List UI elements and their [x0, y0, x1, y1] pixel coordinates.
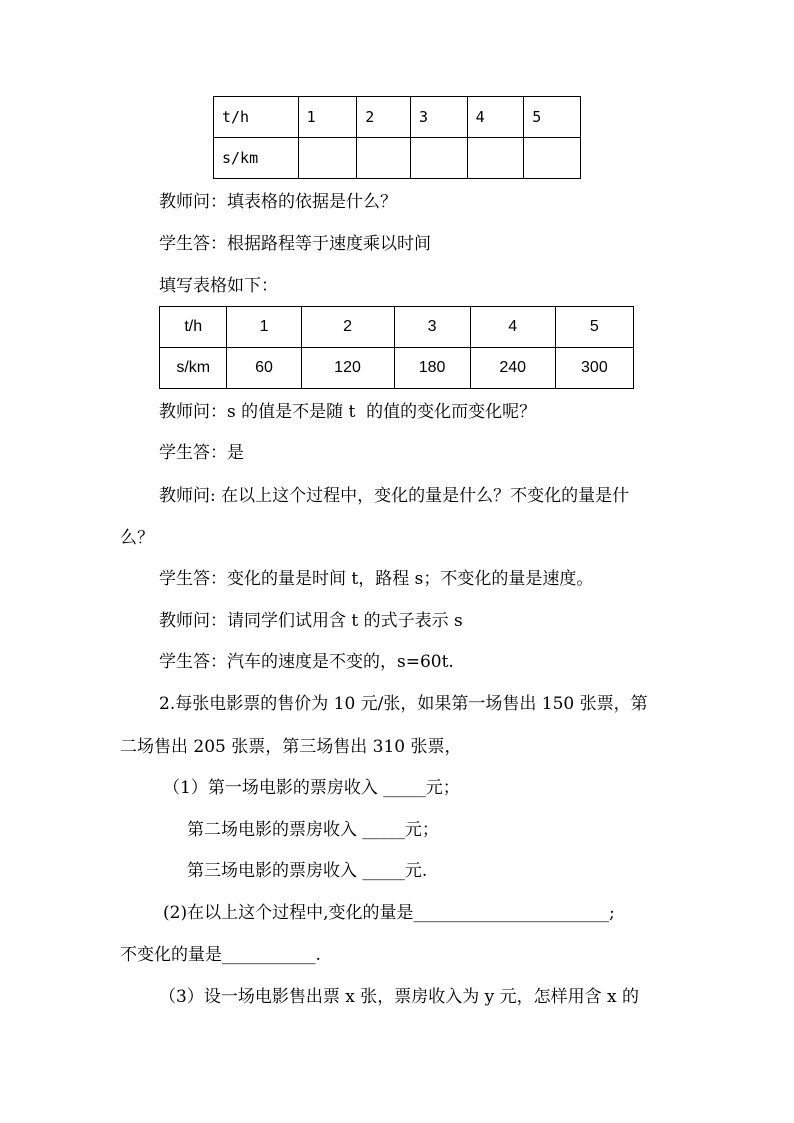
text-line: 学生答：汽车的速度是不变的，s=60t.	[159, 652, 454, 672]
text-line: 学生答：是	[159, 443, 244, 463]
text-line: 填写表格如下：	[159, 276, 278, 296]
table-cell: s/km	[214, 138, 299, 179]
table-cell: 300	[555, 348, 633, 389]
table-cell: t/h	[214, 97, 299, 138]
table-cell: 1	[298, 97, 357, 138]
text-line: 教师问: 在以上这个过程中，变化的量是什么？不变化的量是什	[159, 486, 630, 506]
table-cell: t/h	[160, 307, 227, 348]
text-line: （3）设一场电影售出票 x 张，票房收入为 y 元，怎样用含 x 的	[159, 987, 640, 1007]
table-cell: 60	[227, 348, 301, 389]
text-line: 教师问：填表格的依据是什么？	[159, 192, 397, 212]
text-line: 第二场电影的票房收入 _____元；	[187, 820, 439, 840]
text-line: 二场售出 205 张票，第三场售出 310 张票，	[120, 737, 462, 757]
text-line: (2)在以上这个过程中,变化的量是_______________________;	[163, 903, 615, 923]
text-line: 2.每张电影票的售价为 10 元/张，如果第一场售出 150 张票，第	[159, 694, 648, 714]
table-cell	[467, 138, 524, 179]
table-cell: s/km	[160, 348, 227, 389]
table-cell: 3	[394, 307, 470, 348]
table-cell: 4	[467, 97, 524, 138]
text-line: （1）第一场电影的票房收入 _____元；	[163, 778, 460, 798]
table-cell	[357, 138, 411, 179]
table-row	[160, 348, 634, 389]
text-line: 教师问：请同学们试用含 t 的式子表示 s	[159, 611, 463, 631]
table-cell: 5	[555, 307, 633, 348]
table-cell: 240	[470, 348, 555, 389]
table-row	[214, 138, 581, 179]
table-cell: 2	[301, 307, 394, 348]
text-line: 学生答：变化的量是时间 t，路程 s；不变化的量是速度。	[159, 569, 594, 589]
text-line: 学生答：根据路程等于速度乘以时间	[159, 234, 431, 254]
table-cell: 120	[301, 348, 394, 389]
text-line: 教师问：s 的值是不是随 t 的值的变化而变化呢？	[159, 402, 537, 422]
table-cell: 3	[410, 97, 467, 138]
time-distance-table-filled	[159, 306, 634, 389]
table-cell: 5	[524, 97, 581, 138]
table-cell: 4	[470, 307, 555, 348]
table-cell	[524, 138, 581, 179]
table-cell: 1	[227, 307, 301, 348]
text-line: 不变化的量是___________.	[120, 945, 321, 965]
table-row	[214, 97, 581, 138]
table-cell	[410, 138, 467, 179]
table-cell	[298, 138, 357, 179]
text-line: 第三场电影的票房收入 _____元.	[187, 861, 428, 881]
table-cell: 180	[394, 348, 470, 389]
table-cell: 2	[357, 97, 411, 138]
text-line: 么？	[120, 528, 154, 548]
table-row	[160, 307, 634, 348]
time-distance-table-empty	[213, 96, 581, 179]
